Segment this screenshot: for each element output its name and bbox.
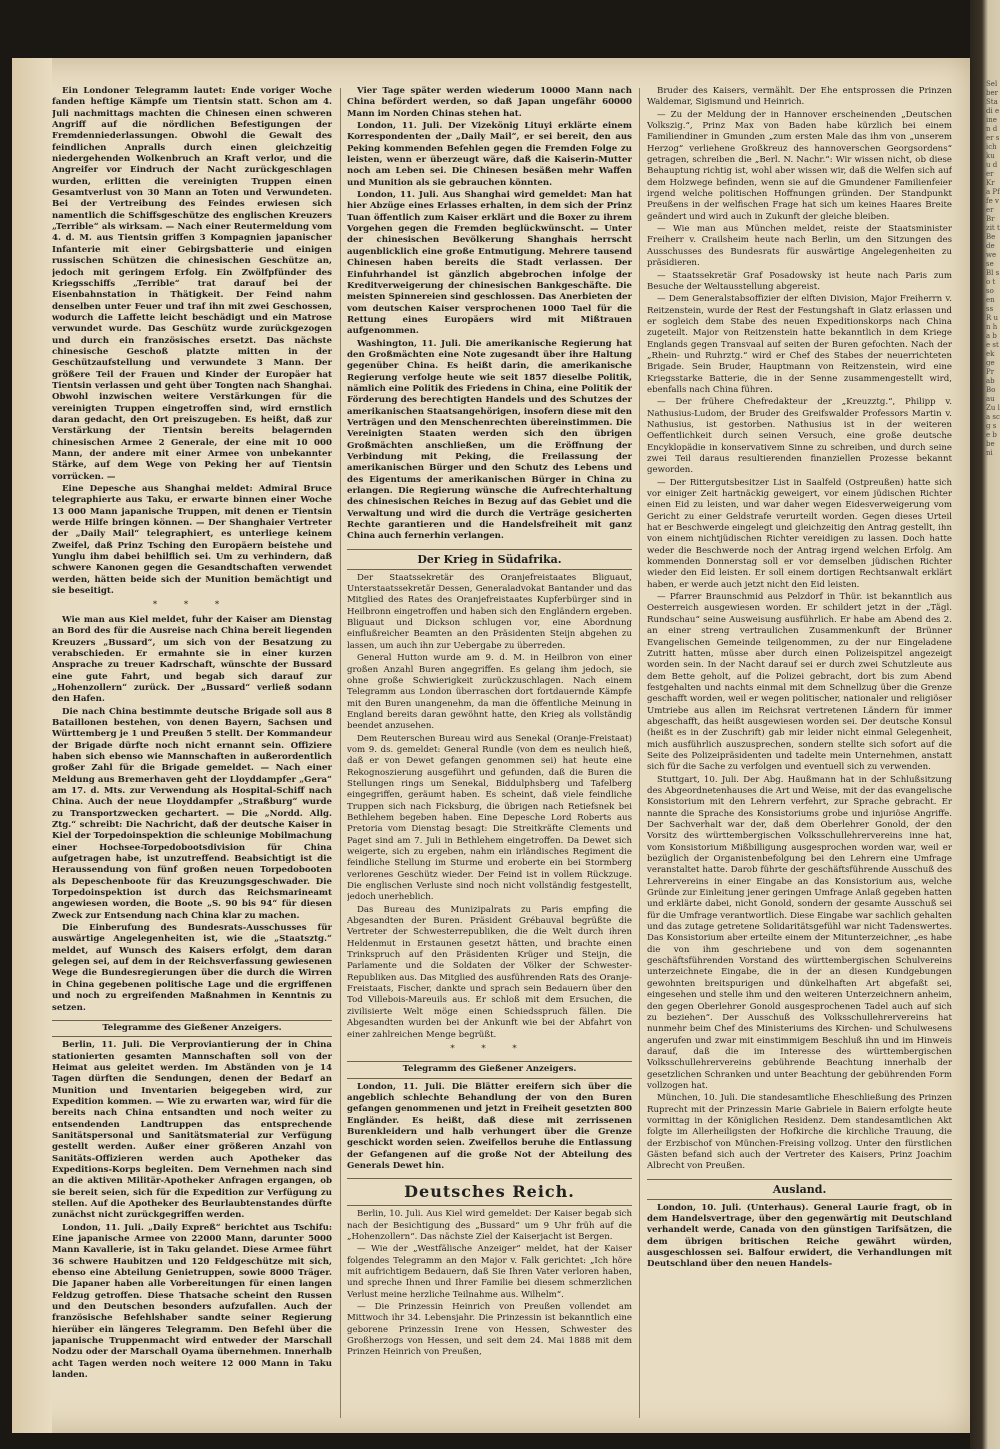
paragraph: Washington, 11. Juli. Die amerikanische Regierung hat den Großmächten eine Note zugesandt über ihre Haltung gegenüber China. Es heißt darin, die amerikanische Regierung verfolge heute wie seit 1857 dieselbe Politik, nämlich eine Politik des Friedens in China, eine Politik der Förderung des berechtigten Handels und des Schutzes der amerikanischen Staatsangehörigen, insofern diese mit den Verträgen und den Menschenrechten übereinstimmen. Die Vereinigten Staaten werden sich den übrigen Großmächten anschließen, um die Eröffnung der Verbindung mit Peking, die Freilassung der amerikanischen Bürger und den Schutz des Lebens und des Eigentums der amerikanischen Bürger in China zu erlangen. Die Regierung wünsche die Aufrechterhaltung des chinesischen Reiches in Bezug auf das Gebiet und die Verwaltung und wird die durch die Verträge gesicherten Rechte garantieren und die Handelsfreiheit mit ganz China auch fernerhin verlangen. — [347, 338, 632, 542]
paragraph: — Staatssekretär Graf Posadowsky ist heute nach Paris zum Besuche der Weltausstellung abgereist. — [647, 270, 952, 292]
article-kiel — [52, 615, 332, 1014]
paragraph: — Die Prinzessin Heinrich von Preußen vollendet am Mittwoch ihr 34. Lebensjahr. Die Prinzessin ist bekanntlich eine geborene Prinzessin Irene von Hessen, Schwester des Großherzogs von Hessen, und seit dem 24. Mai 1888 mit dem Prinzen Heinrich von Preußen, — [347, 1302, 632, 1358]
page-margin — [12, 58, 52, 1433]
paragraph: — Zu der Meldung der in Hannover erscheinenden „Deutschen Volkszig.“, Prinz Max von Baden habe kürzlich bei einem Familiendiner in Gmunden „zum ersten Male das ihm von „unserem Herzog“ verliehene Großkreuz des hannoverschen Georgsordens“ getragen, schreiben die „Berl. N. Nachr.“: Wir wissen nicht, ob diese Behauptung richtig ist, wohl aber wissen wir, daß die Welfen sich auf dem Holzwege befinden, wenn sie auf die Gmundener Familienfeier irgend welche politischen Hoffnungen gründen. Der Standpunkt Preußens in der welfischen Frage hat sich um keines Haares Breite geändert und wird auch in Zukunft der gleiche bleiben. — [647, 109, 952, 222]
section-divider: * * * — [152, 600, 232, 611]
article-ausland — [647, 1203, 952, 1271]
paragraph: London, 11. Juli. Der Vizekönig Lituyi erklärte einem Korrespondenten der „Daily Mail“, er sei bereit, den aus Peking kommenden Befehlen gegen die Fremden Folge zu leisten, wenn er überzeugt wäre, daß die Kaiserin-Mutter noch am Leben sei. Die Chinesen besäßen mehr Waffen und Munition als sie gebrauchen könnten. — [347, 121, 632, 188]
section-heading: Telegramm des Gießener Anzeigers. — [347, 1061, 632, 1078]
paragraph: Dem Reuterschen Bureau wird aus Senekal (Oranje-Freistaat) vom 9. ds. gemeldet: General Rundle (von dem es neulich hieß, daß er von Dewet gefangen genommen sei) hat heute eine Rekognoszierung ausgeführt und gefunden, daß die Buren die Stellungen rings um Senekal, Biddulphsberg und Tafelberg eingegriffen, geräumt haben. Es scheint, daß viele feindliche Truppen sich nach Ficksburg, die übrigen nach Retiefsnek bei Bethlehem begeben haben. Eine Depesche Lord Roberts aus Pretoria vom Dienstag besagt: Die Streitkräfte Clements und Paget sind am 7. Juli in Bethlehem eingetroffen. Da Dewet sich weigerte, sich zu ergeben, nahm ein irländisches Regiment die feindliche Stellung im Sturme und eroberte ein bei Stormberg verlorenes Geschütz wieder. Der Feind ist in vollem Rückzuge. Die englischen Verluste sind noch nicht vollständig festgestellt, jedoch unerheblich. — [347, 733, 632, 903]
paragraph: Ein Londoner Telegramm lautet: Ende voriger Woche fanden heftige Kämpfe um Tientsin statt. Schon am 4. Juli nachmittags machten die Chinesen einen schweren Angriff auf die nördlichen Befestigungen der Fremdenniederlassungen. Obwohl die Gewalt des feindlichen Anpralls durch einen gleichzeitig niedergehenden Wolkenbruch an Kraft verlor, und die Angreifer vor Eindruch der Nacht zurückgeschlagen wurden, erlitten die vereinigten Truppen einen Gesamtverlust von 30 Mann an Toten und Verwundeten. Bei der Vertreibung des Feindes erwiesen sich namentlich die Schiffsgeschütze des englischen Kreuzers „Terrible“ als wirksam. — Nach einer Reutermeldung vom 4. d. M. aus Tientsin griffen 3 Kompagnien japanischer Infanterie mit einer Gebirgsbatterie und einigen russischen Schützen die chinesischen Geschütze an, jedoch mit geringem Erfolg. Ein Zwölfpfünder des Kriegsschiffs „Terrible“ trat darauf bei der Eisenbahnstation in Thätigkeit. Der Feind nahm denselben unter Feuer und traf ihn mit zwei Geschossen, wodurch die Laffette leicht beschädigt und ein Matrose verwundet wurde. Das Geschütz wurde zurückgezogen und durch ein französisches ersetzt. Das nächste chinesische Geschoß platzte mitten in der Geschützaufstellung und verwundete 3 Mann. Der größere Teil der Frauen und Kinder der Europäer hat Tientsin verlassen und geht über Tongten nach Shanghai. Obwohl inzwischen weitere Verstärkungen für die vereinigten Truppen eingetroffen sind, wird ernstlich daran gedacht, den Ort preiszugeben. Es heißt, daß zur Verstärkung der Tientsin bereits belagernden chinesischen Armee 2 Generale, der eine mit 10 000 Mann, der andere mit einer Armee von unbekannter Stärke, auf dem Wege von Peking her auf Tientsin vorrücken. — — [52, 86, 332, 482]
paragraph: — Der Rittergutsbesitzer List in Saalfeld (Ostpreußen) hatte sich vor einiger Zeit hartnäckig geweigert, vor einem jüdischen Richter einen Eid zu leisten, und war daher wegen Eidesverweigerung vom Gericht zu einer Geldstrafe verurteilt worden. Gegen dieses Urteil hat er Beschwerde eingelegt und gleichzeitig den Antrag gestellt, ihn von einem nichtjüdischen Richter vereidigen zu lassen. Doch hatte weder die Beschwerde noch der Antrag irgend welchen Erfolg. Am kommenden Donnerstag soll er vor demselben jüdischen Richter wieder den Eid leisten. Er soll einem dortigen Rechtsanwalt erklärt haben, er werde auch jetzt nicht den Eid leisten. — [647, 477, 952, 590]
paragraph: Das Bureau des Munizipalrats zu Paris empfing die Abgesandten der Buren. Präsident Grébauval begrüßte die Vertreter der Schwesterrepubliken, die die Welt durch ihren Heldenmut in Erstaunen gesetzt hätten, und brachte einen Trinkspruch auf den Präsidenten Krüger und Steijn, die Parlamente und die Soldaten der Völker der Schwester-Republiken aus. Das Mitglied des ausführenden Rats des Oranje-Freistaats, Fischer, dankte und sprach sein Bedauern über den Tod Villebois-Mareuils aus. Er schloß mit dem Ersuchen, die zivilisierte Welt möge einen Schiedsspruch fällen. Die Abgesandten wurden bei der Ankunft wie bei der Abfahrt von einer zahlreichen Menge begrüßt. — [347, 904, 632, 1040]
paragraph: Die nach China bestimmte deutsche Brigade soll aus 8 Bataillonen bestehen, von denen Bayern, Sachsen und Württemberg je 1 und Preußen 5 stellt. Der Kommandeur der Brigade dürfte noch nicht ernannt sein. Offiziere haben sich ebenso wie Mannschaften in außerordentlich großer Zahl für die Brigade gemeldet. — Nach einer Meldung aus Bremerhaven geht der Lloyddampfer „Gera“ am 17. d. Mts. zur Verwendung als Hospital-Schiff nach China. Auch der neue Lloyddampfer „Straßburg“ wurde zu Transportzwecken gechartert. — Die „Nordd. Allg. Ztg.“ schreibt: Die Nachricht, daß der deutsche Kaiser in Kiel der Torpedoinspektion die schleunige Mobilmachung einer Hochsee-Torpedobootsdivision für China aufgetragen habe, ist unzutreffend. Beabsichtigt ist die Heraussendung von fünf großen neuen Torpedobooten als Depeschenboote für das Kreuzungsgeschwader. Die Torpedoinspektion ist durch das Reichsmarineamt angewiesen worden, die Boote „S. 90 bis 94“ für diesen Zweck zur Entsendung nach China klar zu machen. — [52, 706, 332, 921]
paragraph: Berlin, 11. Juli. Die Verproviantierung der in China stationierten gesamten Mannschaften soll von der Heimat aus geleitet werden. Im Abständen von je 14 Tagen dürften die Sendungen, denen der Bedarf an Munition und Inventarien beigegeben wird, zur Expedition kommen. — Wie zu erwarten war, wird für die bereits nach China entsandten und noch weiter zu entsendenden Landtruppen das entsprechende Sanitätspersonal und Sanitätsmaterial zur Verfügung gestellt werden. Außer einer größeren Anzahl von Sanitäts-Offizieren werden auch Apotheker das Expeditions-Korps begleiten. Dem Vernehmen nach sind an die aktiven Militär-Apotheker Anfragen ergangen, ob sie bereit seien, sich für die Expedition zur Verfügung zu stellen. Auf die Apotheker des Beurlaubtenstandes dürfte zunächst nicht zurückgegriffen werden. — [52, 1040, 332, 1221]
column-rule — [639, 88, 640, 1418]
article-reich-cont — [647, 86, 952, 1173]
paragraph: — Dem Generalstabsoffizier der elften Division, Major Freiherrn v. Reitzenstein, wurde der Rest der Festungshaft in Glatz erlassen und er sogleich dem Stabe des neuen Expeditionskorps nach China zugeteilt. Major von Reitzenstein hatte bekanntlich in dem Kriege Englands gegen Transvaal auf seiten der Buren gefochten. Nach der „Rhein- und Ruhrztg.“ wird er Chef des Stabes der neuerrichteten Brigade. Sein Bruder, Hauptmann von Reitzenstein, wird eine Kriegsstarke Batterie, die in der Senne zusammengestellt wird, ebenfalls nach China führen. — [647, 294, 952, 395]
article-telegrams — [52, 1040, 332, 1381]
paragraph: — Wie man aus München meldet, reiste der Staatsminister Freiherr v. Crailsheim heute nach Berlin, um den Sitzungen des Ausschusses des Bundesrats für auswärtige Angelegenheiten zu präsidieren. — [647, 224, 952, 269]
paragraph: Der Staatssekretär des Oranjefreistaates Bliguaut, Unterstaatssekretär Dessen, Generaladvokat Bantander und das Mitglied des Rates des Oranjefreistaates Kupferbürger sind in Heilbronn eingetroffen und haben sich den Engländern ergeben. Bliguaut und Dickson schlugen vor, eine Abordnung einflußreicher Beamten an den Präsidenten Steijn abgehen zu lassen, um auch ihn zur Uebergabe zu überreden. — [347, 572, 632, 651]
paragraph: London, 10. Juli. (Unterhaus). General Laurie fragt, ob in dem Handelsvertrage, über den gegenwärtig mit Deutschland verhandelt werde, Canada von den günstigen Tarifsätzen, die dem übrigen britischen Reiche gewährt würden, ausgeschlossen sei. Balfour erwidert, die Verhandlungen mit Deutschland über den neuen Handels- — [647, 1202, 952, 1270]
newspaper-page — [12, 58, 970, 1433]
paragraph: Stuttgart, 10. Juli. Der Abg. Haußmann hat in der Schlußsitzung des Abgeordnetenhauses die Art und Weise, mit der das evangelische Konsistorium mit den Lehrern verfehrt, zur Sprache gebracht. Er nannte die Sprache des Konsistoriums grobe und injuriöse Angriffe. Der Sachverhalt war der, daß dem Oberlehrer Gonold, der den Vorsitz des württembergischen Volksschullehrervereins inne hat, vom Konsistorium Mißbilligung ausgesprochen worden war, weil er bezüglich der Organistenbefolgung bei den Lehrern eine Umfrage veranstaltet hatte. Darob führte der geschäftsführende Ausschuß des Lehrervereins in einer Eingabe an das Konsistorium aus, welche Gründe zur Einleitung jener geringen Umfrage Anlaß gegeben hatten und erklärte dabei, nicht Gonold, sondern der gesamte Ausschuß sei für die Umfrage verantwortlich. Diese Eingabe war sachlich gehalten und das zutage getretene Solidaritätsgefühl war nicht Tadenswertes. Das Konsistorium aber erteilte einem der Mitunterzeichner, „es habe die von ihm geschriebene und von dem sogenannten geschäftsführenden Vorstand des württembergischen Schulvereins unterzeichnete Eingabe, die in der an diesen Kundgebungen gewohnten breitspurigen und dünkelhaften Art abgefaßt sei, eingesehen und stelle ihm und den weiteren Unterzeichnern anheim, den gegen Oberlehrer Gonold ausgesprochenen Tadel auch auf sich zu beziehen“. Der Ausschuß des Volksschullehrervereins hat nunmehr beim Chef des Ministeriums des Kirchen- und Schulwesens angerufen und zwar mit einstimmigem Beschluß ihn und im Hinweis darauf, daß die im Interesse des württembergischen Volksschullehrervereins gebührende Beachtung innerhalb der gesetzlichen Schranken und unter Beachtung der gebührenden Form vollzogen hat. — [647, 774, 952, 1091]
section-heading: Ausland. — [647, 1179, 952, 1200]
section-divider: * * * — [450, 1043, 529, 1054]
section-heading: Deutsches Reich. — [347, 1178, 632, 1206]
adjacent-page-edge: Sel ber Stadi einen der sich ku u der Kr a Pf fe ver Br zit t Be de we se Bl so t so en ss R un ha be st ek ge Pr ab Bo au Zu la sc g se b be ni — [986, 80, 1000, 457]
article-telegram-london — [347, 1082, 632, 1173]
paragraph: London, 11. Juli. Die Blätter ereifern sich über die angeblich schlechte Behandlung der von den Buren gefangen genommenen und jetzt in Freiheit gesetzten 800 Engländer. Es heißt, daß diese mit zerrissenen Burenkleidern und halb verhungert über die Grenze geschickt worden seien. Zweifellos beruhe die Entlassung der Gefangenen auf die große Not der Abteilung des Generals Dewet hin. — [347, 1081, 632, 1171]
article-deutsches-reich — [347, 1209, 632, 1358]
paragraph: — Pfarrer Braunschmid aus Pelzdorf in Thür. ist bekanntlich aus Oesterreich ausgewiesen worden. Er schildert jetzt in der „Tägl. Rundschau“ seine Ausweisung ausführlich. Er habe am Abend des 2. an einer streng vertraulichen Zusammenkunft der Brünner Evangelischen Gemeinde teilgenommen, zu der nur Eingeladene Zutritt hatten, müsse aber durch einen Polizeispitzel angezeigt worden sein. In der Nacht darauf sei er durch zwei Schutzleute aus dem Bette geholt, auf die Polizei gebracht, dort bis zum Abend festgehalten und nachts einmal mit dem Schnellzug über die Grenze geschafft worden, weil er wegen politischer, nationaler und religiöser Umtriebe aus allen im Reichsrat vertretenen Ländern für immer abgeschafft, das heißt ausgewiesen worden sei. Der deutsche Konsul (heißt es in der Zuschrift) gab mir leider nicht einmal Gelegenheit, mich ausführlich auszusprechen, sondern stellte sich sofort auf die Seite des Polizeipräsidenten und tadelte mein Unternehmen, anstatt sich für die Sache zu verfolgen und eventuell sich zu verwenden. — [647, 592, 952, 773]
paragraph: Wie man aus Kiel meldet, fuhr der Kaiser am Dienstag an Bord des für die Ausreise nach China bereit liegenden Kreuzers „Bussard“, um sich von der Besatzung zu verabschieden. Er ermahnte sie in einer kurzen Ansprache zu treuer Kadrschaft, wünschte der Bussard eine gute Fahrt, und begab sich darauf zur „Hohenzollern“ zurück. Der „Bussard“ verließ sodann den Hafen. — [52, 614, 332, 705]
paragraph: Eine Depesche aus Shanghai meldet: Admiral Bruce telegraphierte aus Taku, er erwarte binnen einer Woche 13 000 Mann japanische Truppen, mit denen er Tientsin werde Hilfe bringen können. — Der Shanghaier Vertreter der „Daily Mail“ telegraphiert, es unterliege keinem Zweifel, daß Prinz Tsching den Europäern beistehe und Yunglu ihm dabei behilflich sei. Um zu verhindern, daß schwere Kanonen gegen die Gesandtschaften verwendet werden, hätten beide sich der Munition bemächtigt und sie beseitigt. — [52, 484, 332, 597]
paragraph: — Der frühere Chefredakteur der „Kreuzztg.“, Philipp v. Nathusius-Ludom, der Bruder des Greifswalder Professors Martin v. Nathusius, ist gestorben. Nathusius ist in der weiteren Oeffentlichkeit durch seinen Versuch, eine große deutsche Encyklopädie in konservativem Sinne zu schreiben, und durch seine zwei Teil daraus resultierenden finanziellen Prozesse bekannt geworden. — [647, 397, 952, 476]
paragraph: — Wie der „Westfälische Anzeiger“ meldet, hat der Kaiser folgendes Telegramm an den Major v. Falk gerichtet: „Ich höre mit aufrichtigem Bedauern, daß Sie Ihren Vater verloren haben, und spreche Ihnen und Ihrer Familie bei diesem schmerzlichen Verlust meine herzliche Teilnahme aus. Wilhelm“. — [347, 1244, 632, 1300]
article-china-cont — [347, 86, 632, 543]
article-tientsin — [52, 86, 332, 597]
column-1 — [52, 86, 332, 1426]
paragraph: München, 10. Juli. Die standesamtliche Eheschließung des Prinzen Ruprecht mit der Prinzessin Marie Gabriele in Baiern erfolgte heute vormittag in der Königlichen Residenz. Dem standesamtlichen Akt folgte im Allerheiligsten der Hofkirche die kirchliche Trauung, die der Erzbischof von München-Freising vollzog. Unter den fürstlichen Gästen befand sich auch der Vertreter des Kaisers, Prinz Joachim Albrecht von Preußen. — [647, 1093, 952, 1172]
paragraph: Berlin, 10. Juli. Aus Kiel wird gemeldet: Der Kaiser begab sich nach der Besichtigung des „Bussard“ um 9 Uhr früh auf die „Hohenzollern“. Das nächste Ziel der Kaiserjacht ist Bergen. — [347, 1209, 632, 1242]
column-rule — [340, 88, 341, 1418]
paragraph: London, 11. Juli. „Daily Expreß“ berichtet aus Tschifu: Eine japanische Armee von 22000 Mann, darunter 5000 Mann Kavallerie, ist in Taku gelandet. Diese Armee führt 36 schwere Haubitzen und 120 Feldgeschütze mit sich, ebenso eine Abteilung Genietruppen, sowie 8000 Träger. Die Japaner haben alle Vorbereitungen für einen langen Feldzug getroffen. Diese Thatsache scheint den Russen und den Deutschen besonders aufzufallen. Auch der französische Befehlshaber sandte seiner Regierung hierüber ein längeres Telegramm. Den Befehl über die japanische Truppenmacht wird entweder der Marschall Nodzu oder der Marschall Oyama übernehmen. Innerhalb acht Tagen werden noch weitere 12 000 Mann in Taku landen. — [52, 1222, 332, 1381]
paragraph: Bruder des Kaisers, vermählt. Der Ehe entsprossen die Prinzen Waldemar, Sigismund und Heinrich. — [647, 86, 952, 108]
paragraph: General Hutton wurde am 9. d. M. in Heilbron von einer großen Anzahl Buren angegriffen. Es gelang ihm jedoch, sie ohne große Schwierigkeit zurückzuschlagen. Nach einem Telegramm aus London überraschen dort fortdauernde Kämpfe mit den Buren unangenehm, da man die öffentliche Meinung in England bereits daran gewöhnt hatte, den Krieg als vollständig beendet anzusehen. — [347, 653, 632, 732]
paragraph: Vier Tage später werden wiederum 10000 Mann nach China befördert werden, so daß Japan ungefähr 60000 Mann im Norden Chinas stehen hat. — [347, 86, 632, 119]
column-2 — [347, 86, 632, 1426]
paragraph: Die Einberufung des Bundesrats-Ausschusses für auswärtige Angelegenheiten ist, wie die „Staatsztg.“ meldet, auf Wunsch des Kaisers erfolgt, dem daran gelegen sei, auf dem in der Reichsverfassung gewiesenen Wege die Bundesregierungen über die durch die Wirren in China gegebenen politische Lage und die ergriffenen und noch zu ergreifenden Maßnahmen in Kenntnis zu setzen. — [52, 923, 332, 1013]
article-suedafrika — [347, 573, 632, 1041]
paragraph: London, 11. Juli. Aus Shanghai wird gemeldet: Man hat hier Abzüge eines Erlasses erhalten, in dem sich der Prinz Tuan öffentlich zum Kaiser erklärt und die Boxer zu ihrem Vorgehen gegen die Fremden beglückwünscht. — Unter der chinesischen Bevölkerung Shanghais herrscht augenblicklich eine große Entmutigung. Mehrere tausend Chinesen haben bereits die Stadt verlassen. Der Einfuhrhandel ist gänzlich abgebrochen infolge der Kreditverweigerung der chinesischen Bankgeschäfte. Die meisten Spinnereien sind geschlossen. Das Anerbieten der vom deutschen Kaiser versprochenen 1000 Tael für die Rettung eines Europäers wird mit Mißtrauen aufgenommen. — [347, 190, 632, 337]
section-heading: Telegramme des Gießener Anzeigers. — [52, 1020, 332, 1037]
column-3 — [647, 86, 952, 1426]
section-heading: Der Krieg in Südafrika. — [347, 549, 632, 570]
